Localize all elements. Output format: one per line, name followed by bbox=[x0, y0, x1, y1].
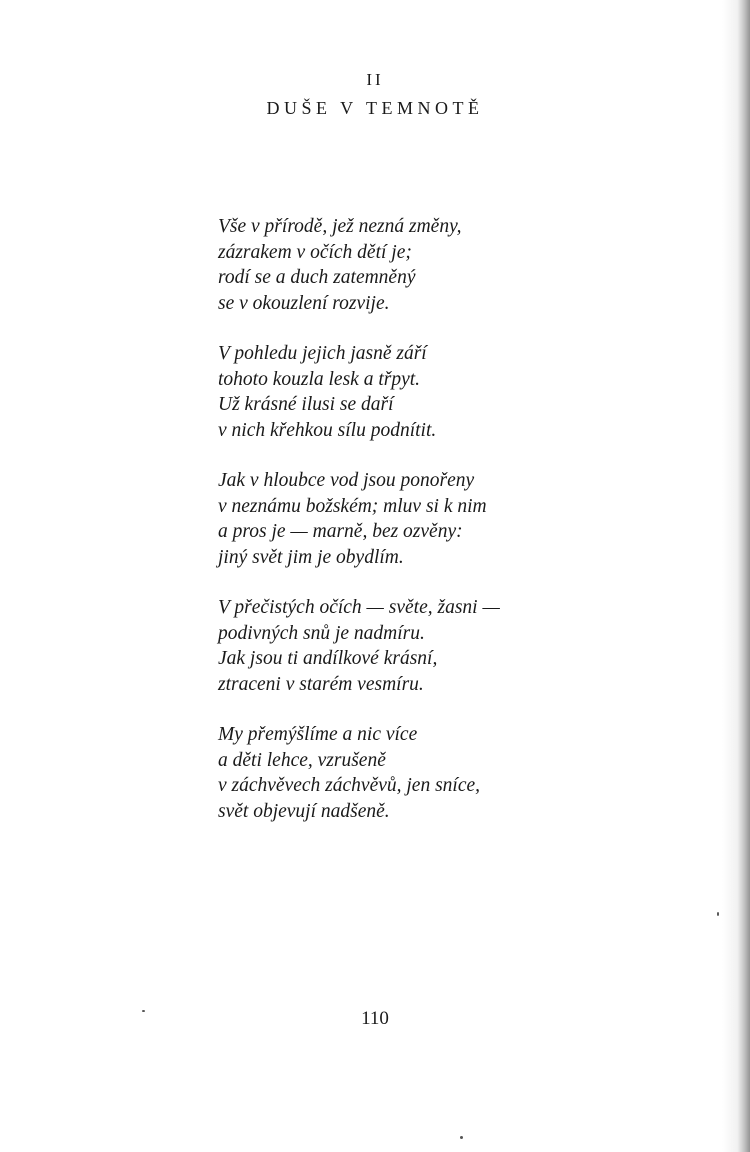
poem-line: V pohledu jejich jasně září bbox=[218, 343, 427, 364]
poem-line: Už krásné ilusi se daří bbox=[218, 394, 394, 415]
poem-line: Jak v hloubce vod jsou ponořeny bbox=[218, 470, 475, 491]
poem-line: tohoto kouzla lesk a třpyt. bbox=[218, 368, 421, 390]
poem-line: v neznámu božském; mluv si k nim bbox=[218, 495, 487, 517]
chapter-number: II bbox=[366, 70, 384, 89]
poem-line: a děti lehce, vzrušeně bbox=[218, 749, 386, 771]
poem-line: Jak jsou ti andílkové krásní, bbox=[218, 648, 438, 669]
poem-line: a pros je — marně, bez ozvěny: bbox=[218, 521, 463, 542]
poem-line: My přemýšlíme a nic více bbox=[218, 724, 418, 745]
ink-speck bbox=[142, 1010, 145, 1012]
chapter-title: DUŠE V TEMNOTĚ bbox=[266, 98, 484, 118]
ink-speck bbox=[460, 1136, 463, 1139]
ink-speck bbox=[717, 912, 719, 916]
poem-line: ztraceni v starém vesmíru. bbox=[218, 673, 424, 695]
stanza-1 bbox=[218, 214, 578, 316]
poem-line: Vše v přírodě, jež nezná změny, bbox=[218, 216, 462, 237]
poem-line: svět objevují nadšeně. bbox=[218, 800, 390, 822]
poem-line: zázrakem v očích dětí je; bbox=[218, 241, 412, 263]
page-number: 110 bbox=[361, 1008, 389, 1029]
stanza-4 bbox=[218, 595, 578, 697]
poem-line: se v okouzlení rozvije. bbox=[218, 292, 390, 314]
stanza-5 bbox=[218, 722, 578, 824]
poem-line: rodí se a duch zatemněný bbox=[218, 267, 416, 288]
stanza-2 bbox=[218, 341, 578, 443]
poem-line: podivných snů je nadmíru. bbox=[218, 622, 425, 644]
poem-line: V přečistých očích — světe, žasni — bbox=[218, 597, 500, 618]
poem-line: v záchvěvech záchvěvů, jen sníce, bbox=[218, 775, 481, 796]
poem-line: v nich křehkou sílu podnítit. bbox=[218, 419, 437, 441]
page-edge-shadow bbox=[722, 0, 750, 1152]
stanza-3 bbox=[218, 468, 578, 570]
poem bbox=[218, 214, 578, 849]
poem-line: jiný svět jim je obydlím. bbox=[218, 546, 404, 568]
